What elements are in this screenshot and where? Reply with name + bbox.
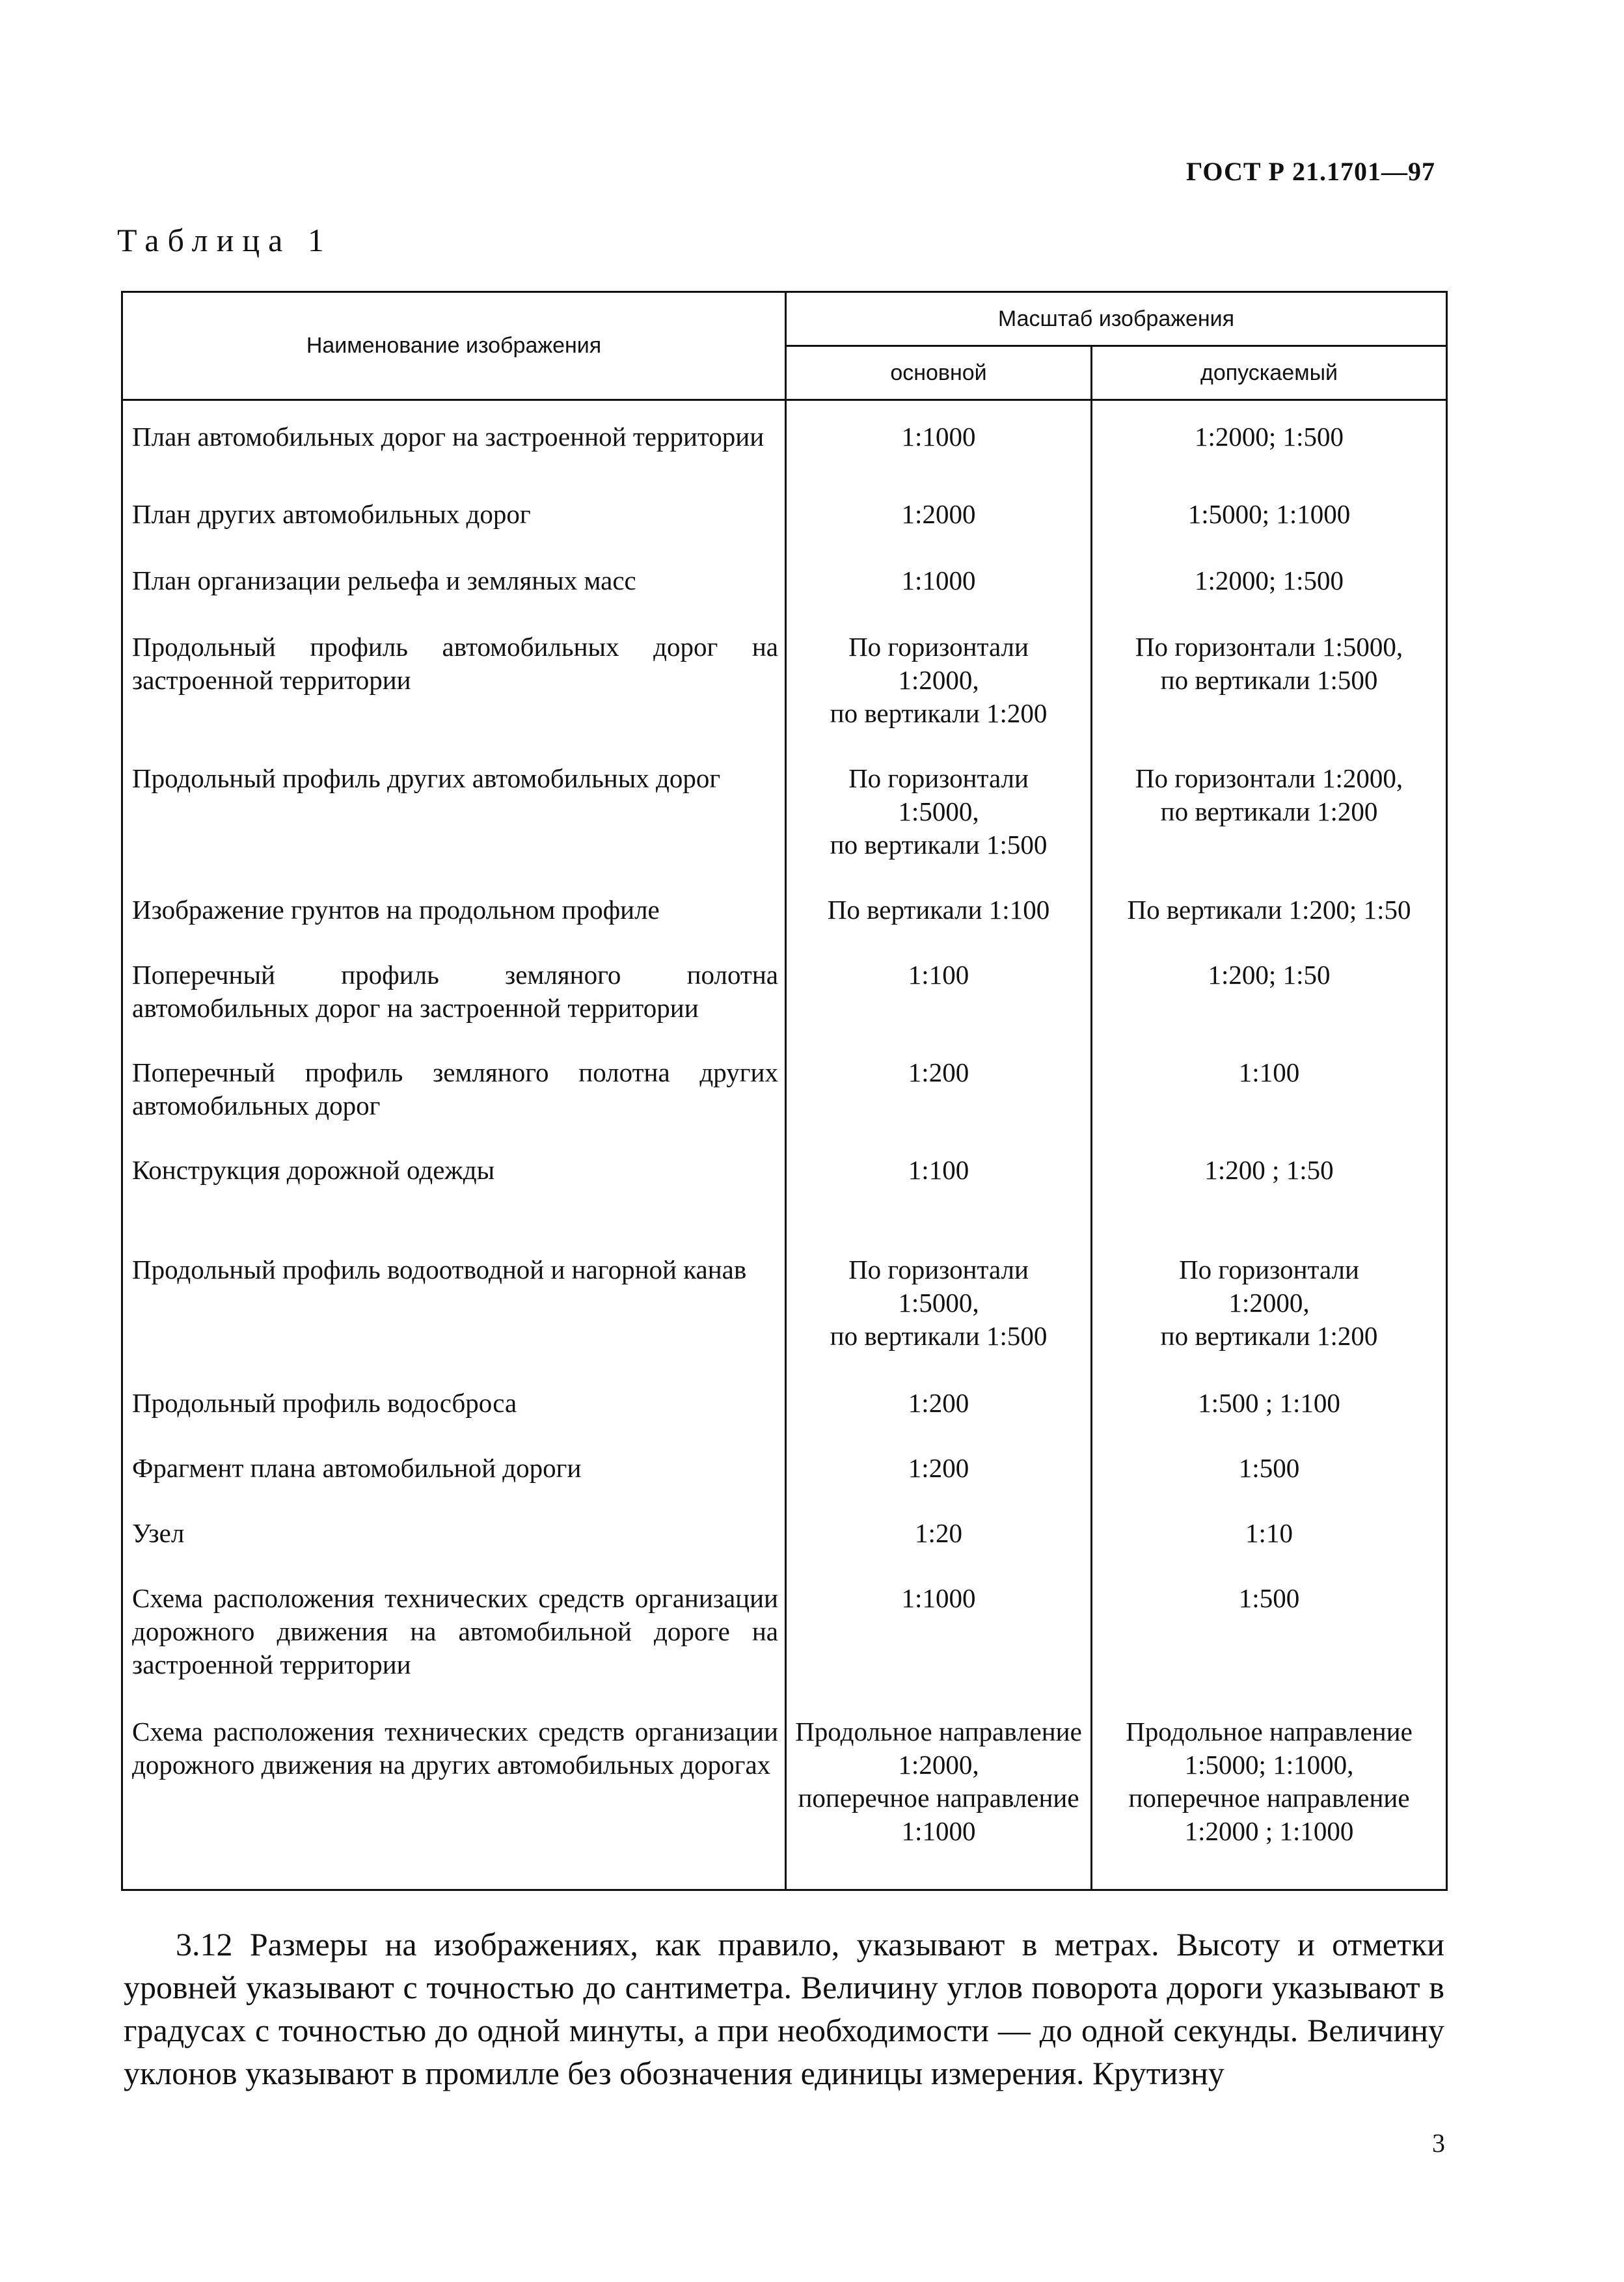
column-header-main: основной <box>786 346 1092 400</box>
column-header-name: Наименование изображения <box>122 292 786 400</box>
row-allowed-scale: 1:5000; 1:1000 <box>1187 498 1351 529</box>
row-allowed-scale: 1:500 ; 1:100 <box>1198 1387 1340 1418</box>
row-allowed-scale: Продольное направление 1:5000; 1:1000, поперечное направление 1:2000 ; 1:1000 <box>1126 1716 1413 1846</box>
row-main-scale: По горизонтали 1:5000, по вертикали 1:500 <box>830 763 1048 860</box>
table-row <box>122 1253 1447 1387</box>
row-name: Схема расположения технических средств организации дорожного движения на автомобильной дороге на застроенной территории <box>122 1582 786 1715</box>
row-name: Фрагмент плана автомобильной дороги <box>122 1452 786 1517</box>
row-allowed-scale: 1:500 <box>1238 1582 1300 1613</box>
row-main-scale: 1:100 <box>908 1154 969 1185</box>
row-name: Продольный профиль водосброса <box>122 1387 786 1452</box>
scale-table <box>121 291 1448 1891</box>
body-paragraph: 3.12 Размеры на изображениях, как правило, указывают в метрах. Высоту и отметки уровней указывают с точностью до сантиметра. Величину углов поворота дороги указывают в градусах с точностью до одной минуты, а при необходимости — до одной секунды. Величину уклонов указывают в промилле без обозначения единицы измерения. Крутизну <box>124 1926 1444 2091</box>
table-row <box>122 1517 1447 1582</box>
row-main-scale: 1:20 <box>915 1517 962 1548</box>
table-row <box>122 1387 1447 1452</box>
table-row <box>122 564 1447 631</box>
row-main-scale: 1:200 <box>908 1057 969 1087</box>
row-main-scale: 1:100 <box>908 959 969 990</box>
page-number: 3 <box>1432 2128 1445 2158</box>
row-name: Продольный профиль других автомобильных дорог <box>122 762 786 893</box>
row-allowed-scale: 1:200; 1:50 <box>1208 959 1331 990</box>
row-main-scale: 1:1000 <box>901 422 976 452</box>
row-name: Поперечный профиль земляного полотна автомобильных дорог на застроенной территории <box>122 958 786 1056</box>
table-caption: Таблица 1 <box>117 222 332 258</box>
row-allowed-scale: 1:2000; 1:500 <box>1195 565 1344 595</box>
row-name: План других автомобильных дорог <box>122 498 786 564</box>
row-name: План автомобильных дорог на застроенной территории <box>122 400 786 498</box>
table-row <box>122 958 1447 1056</box>
table-row <box>122 1715 1447 1890</box>
table-row <box>122 498 1447 564</box>
row-main-scale: По горизонтали 1:2000, по вертикали 1:200 <box>830 631 1048 728</box>
table-row <box>122 1452 1447 1517</box>
table-row <box>122 1056 1447 1154</box>
row-main-scale: 1:200 <box>908 1452 969 1483</box>
row-name: Изображение грунтов на продольном профиле <box>122 893 786 958</box>
column-header-allowed: допускаемый <box>1092 346 1447 400</box>
table-row <box>122 1154 1447 1253</box>
row-main-scale: По вертикали 1:100 <box>827 894 1050 925</box>
table-row <box>122 631 1447 762</box>
row-main-scale: 1:200 <box>908 1387 969 1418</box>
document-code: ГОСТ Р 21.1701—97 <box>1185 157 1435 186</box>
row-allowed-scale: По горизонтали 1:2000, по вертикали 1:200 <box>1135 763 1403 826</box>
row-main-scale: Продольное направление 1:2000, поперечное направление 1:1000 <box>795 1716 1082 1846</box>
table-row <box>122 762 1447 893</box>
row-name: Конструкция дорожной одежды <box>122 1154 786 1253</box>
row-main-scale: 1:1000 <box>901 1582 976 1613</box>
row-allowed-scale: 1:200 ; 1:50 <box>1204 1154 1334 1185</box>
row-allowed-scale: 1:500 <box>1238 1452 1300 1483</box>
row-allowed-scale: 1:100 <box>1238 1057 1300 1087</box>
row-main-scale: По горизонтали 1:5000, по вертикали 1:500 <box>830 1254 1048 1351</box>
table-row <box>122 1582 1447 1715</box>
row-allowed-scale: По вертикали 1:200; 1:50 <box>1127 894 1411 925</box>
column-header-scale: Масштаб изображения <box>786 292 1447 346</box>
row-name: Продольный профиль автомобильных дорог на застроенной территории <box>122 631 786 762</box>
row-main-scale: 1:1000 <box>901 565 976 595</box>
row-name: План организации рельефа и земляных масс <box>122 564 786 631</box>
table-row <box>122 893 1447 958</box>
row-name: Поперечный профиль земляного полотна других автомобильных дорог <box>122 1056 786 1154</box>
row-name: Схема расположения технических средств организации дорожного движения на других автомобильных дорогах <box>122 1715 786 1890</box>
row-name: Продольный профиль водоотводной и нагорной канав <box>122 1253 786 1387</box>
row-allowed-scale: По горизонтали 1:2000, по вертикали 1:200 <box>1160 1254 1378 1351</box>
row-allowed-scale: 1:10 <box>1245 1517 1293 1548</box>
row-allowed-scale: По горизонтали 1:5000, по вертикали 1:500 <box>1135 631 1403 695</box>
row-name: Узел <box>122 1517 786 1582</box>
row-allowed-scale: 1:2000; 1:500 <box>1195 422 1344 452</box>
table-row <box>122 400 1447 498</box>
row-main-scale: 1:2000 <box>901 498 976 529</box>
